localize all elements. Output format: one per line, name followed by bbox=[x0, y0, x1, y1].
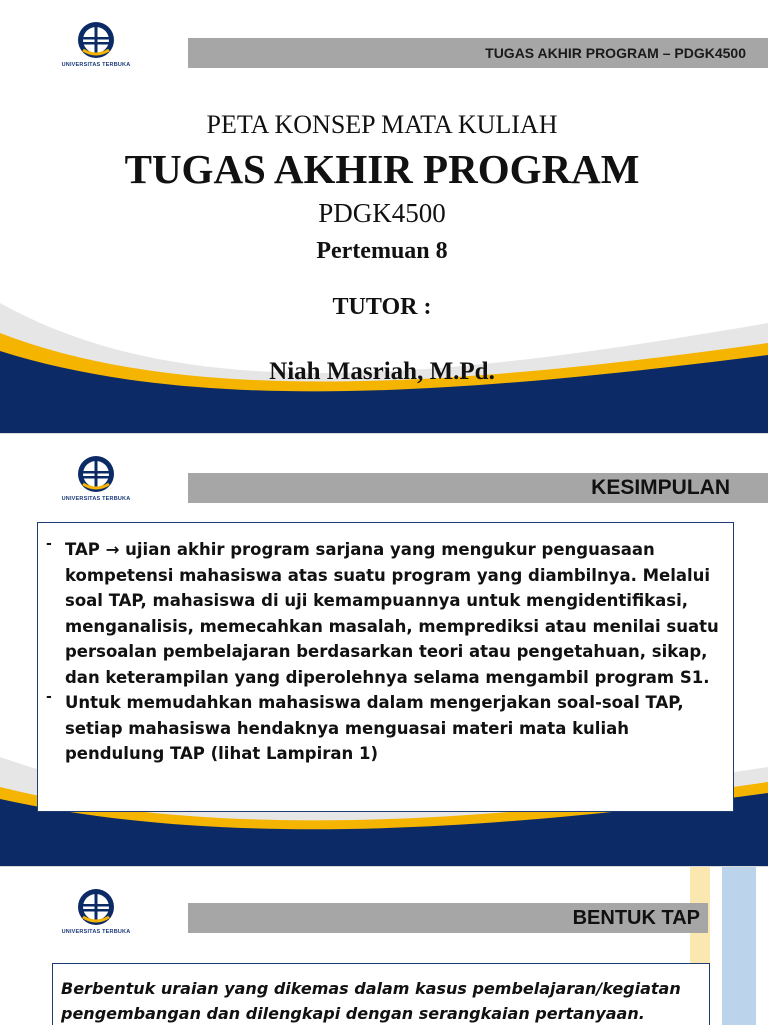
header-bar bbox=[188, 903, 708, 933]
bullet-item bbox=[46, 690, 725, 767]
slide-title bbox=[0, 0, 768, 433]
course-concept-title: PETA KONSEP MATA KULIAH bbox=[206, 110, 558, 139]
bullet-marker: - bbox=[46, 536, 52, 552]
header-title: KESIMPULAN bbox=[591, 476, 730, 499]
bullet-text: TAP → ujian akhir program sarjana yang mengukur penguasaan kompetensi mahasiswa atas suatu program yang diambilnya. Melalui soal TAP, mahasiswa di uji kemampuannya untuk mengidentifikasi, menganalisis, memecahkan masalah, memprediksi atau menilai suatu persoalan pembelajaran berdasarkan teori atau pengetahuan, sikap, dan keterampilan yang diperolehnya selama mengambil program S1. bbox=[65, 540, 719, 687]
header-bar bbox=[188, 473, 768, 503]
decorative-stripe bbox=[722, 867, 756, 1025]
slide-tap-form bbox=[0, 866, 768, 1025]
header-title: BENTUK TAP bbox=[572, 906, 700, 929]
university-emblem-icon bbox=[73, 887, 119, 929]
tap-form-box bbox=[52, 963, 710, 1025]
course-code: PDGK4500 bbox=[318, 198, 446, 228]
university-logo bbox=[52, 454, 140, 506]
header-bar bbox=[188, 38, 768, 68]
university-logo bbox=[52, 887, 140, 939]
tutor-label: TUTOR : bbox=[332, 294, 432, 320]
bullet-marker: - bbox=[46, 689, 52, 705]
university-emblem-icon bbox=[73, 454, 119, 496]
course-title: TUGAS AKHIR PROGRAM bbox=[124, 146, 640, 192]
meeting-number: Pertemuan 8 bbox=[316, 238, 448, 264]
tap-form-text: Berbentuk uraian yang dikemas dalam kasus pembelajaran/kegiatan pengembangan dan dilengkapi dengan serangkaian pertanyaan. bbox=[61, 979, 681, 1023]
conclusion-box bbox=[37, 522, 734, 812]
bullet-text: Untuk memudahkan mahasiswa dalam mengerjakan soal-soal TAP, setiap mahasiswa hendaknya menguasai materi mata kuliah pendulung TAP (lihat Lampiran 1) bbox=[65, 693, 684, 763]
logo-text: UNIVERSITAS TERBUKA bbox=[61, 62, 131, 68]
slide-conclusion bbox=[0, 433, 768, 867]
university-logo bbox=[52, 20, 140, 72]
logo-text: UNIVERSITAS TERBUKA bbox=[61, 496, 131, 502]
university-emblem-icon bbox=[73, 20, 119, 62]
tutor-name: Niah Masriah, M.Pd. bbox=[269, 358, 495, 385]
header-title: TUGAS AKHIR PROGRAM – PDGK4500 bbox=[485, 45, 746, 61]
logo-text: UNIVERSITAS TERBUKA bbox=[61, 929, 131, 935]
bullet-item bbox=[46, 537, 725, 690]
